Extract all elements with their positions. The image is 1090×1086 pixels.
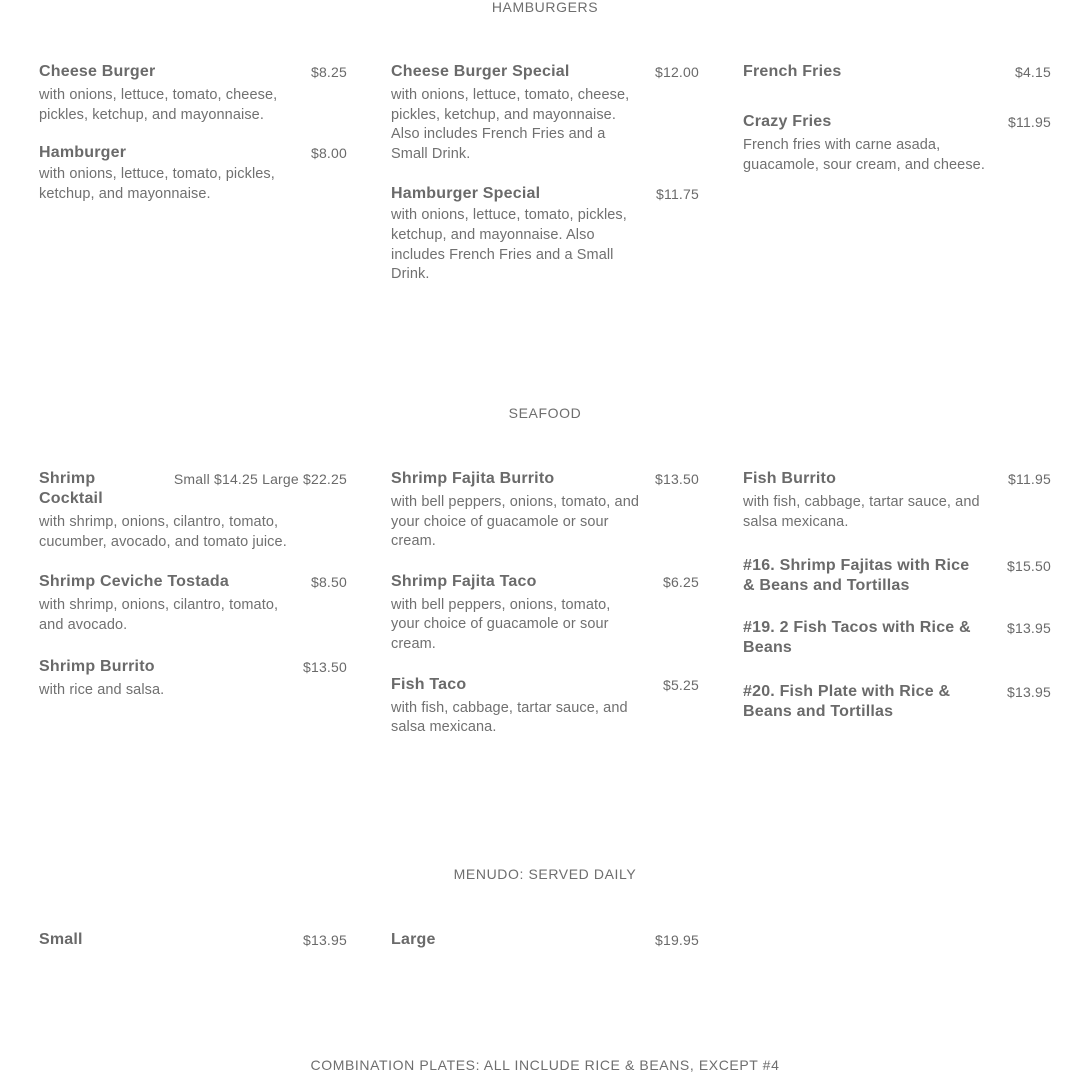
item-price: $12.00 [654,64,699,80]
item-description: with rice and salsa. [39,682,165,699]
seafood-column-2 [391,469,699,762]
item-price: $8.50 [310,574,347,591]
seafood-column-3 [743,469,1051,746]
item-name: #20. Fish Plate with Rice & Beans and Tortillas [743,683,951,721]
section-title-menudo: MENUDO: SERVED DAILY [453,866,637,882]
menu-item [39,930,347,950]
menu-item [39,62,347,125]
menu-item [743,112,1051,175]
item-name: Fish Taco [391,675,467,693]
hamburgers-column-1 [39,62,347,228]
item-description: with fish, cabbage, tartar sauce, and salsa mexicana. [743,494,980,530]
item-name: Shrimp Cocktail [39,470,103,507]
item-description: with onions, lettuce, tomato, cheese, pickles, ketchup, and mayonnaise. [39,87,278,123]
menu-item [743,62,1051,82]
menu-item [391,675,699,738]
item-price: $13.95 [1006,684,1051,701]
menu-item [743,469,1051,532]
item-name: Small [39,931,83,948]
item-description: with onions, lettuce, tomato, pickles, ketchup, and mayonnaise. [39,166,275,202]
item-name: Cheese Burger Special [391,63,570,80]
item-price: $13.95 [302,932,347,948]
item-price: $13.95 [1006,620,1051,637]
menudo-column-1 [39,930,347,974]
item-name: Hamburger [39,144,127,162]
item-description: French fries with carne asada, guacamole, sour cream, and cheese. [743,137,985,173]
menu-item [39,469,347,552]
item-name: #19. 2 Fish Tacos with Rice & Beans [743,619,971,657]
item-description: with bell peppers, onions, tomato, your choice of guacamole or sour cream. [391,596,611,652]
item-price: $15.50 [1006,558,1051,575]
item-description: with fish, cabbage, tartar sauce, and salsa mexicana. [391,699,628,736]
item-name: Shrimp Fajita Burrito [391,470,555,487]
item-description: with onions, lettuce, tomato, cheese, pickles, ketchup, and mayonnaise. Also includes French Fries and a Small Drink. [391,87,630,162]
section-title-seafood: SEAFOOD [508,405,582,421]
item-price: $6.25 [662,573,699,590]
item-description: with shrimp, onions, cilantro, tomato, and avocado. [39,597,279,633]
seafood-column-1 [39,469,347,725]
item-price: Small $14.25 Large $22.25 [173,471,347,487]
menu-item [743,618,1051,658]
item-name: Large [391,931,436,948]
menu-item [743,682,1051,722]
menu-item [743,556,1051,596]
item-price: $13.50 [654,471,699,487]
menu-item [391,62,699,164]
item-price: $8.00 [310,145,347,162]
item-description: with shrimp, onions, cilantro, tomato, cucumber, avocado, and tomato juice. [39,514,287,550]
item-name: Fish Burrito [743,470,837,487]
section-title-hamburgers: HAMBURGERS [491,0,599,15]
item-name: Cheese Burger [39,63,156,80]
item-name: Shrimp Fajita Taco [391,572,537,590]
item-price: $8.25 [310,64,347,80]
menu-item [391,930,699,950]
menu-item [39,143,347,204]
menu-item [391,184,699,284]
item-price: $11.95 [1008,114,1051,130]
menu-item [391,572,699,655]
item-name: Hamburger Special [391,185,541,203]
item-name: Crazy Fries [743,113,832,130]
menu-item [39,657,347,701]
item-description: with onions, lettuce, tomato, pickles, ketchup, and mayonnaise. Also includes French Fries and a Small Drink. [391,207,627,283]
item-description: with bell peppers, onions, tomato, and your choice of guacamole or sour cream. [391,494,640,550]
menu-item [39,572,347,635]
hamburgers-column-3 [743,62,1051,199]
item-name: #16. Shrimp Fajitas with Rice & Beans and Tortillas [743,557,970,595]
item-name: Shrimp Ceviche Tostada [39,573,229,591]
menudo-column-2 [391,930,699,974]
section-title-combination-plates: COMBINATION PLATES: ALL INCLUDE RICE & BEANS, EXCEPT #4 [310,1057,780,1073]
item-price: $5.25 [662,676,699,693]
item-price: $11.75 [656,186,699,203]
item-name: French Fries [743,63,842,80]
hamburgers-column-2 [391,62,699,309]
item-price: $19.95 [654,932,699,948]
item-name: Shrimp Burrito [39,658,155,676]
item-price: $11.95 [1008,471,1051,487]
item-price: $13.50 [302,659,347,676]
item-price: $4.15 [1014,64,1051,80]
menu-item [391,469,699,552]
